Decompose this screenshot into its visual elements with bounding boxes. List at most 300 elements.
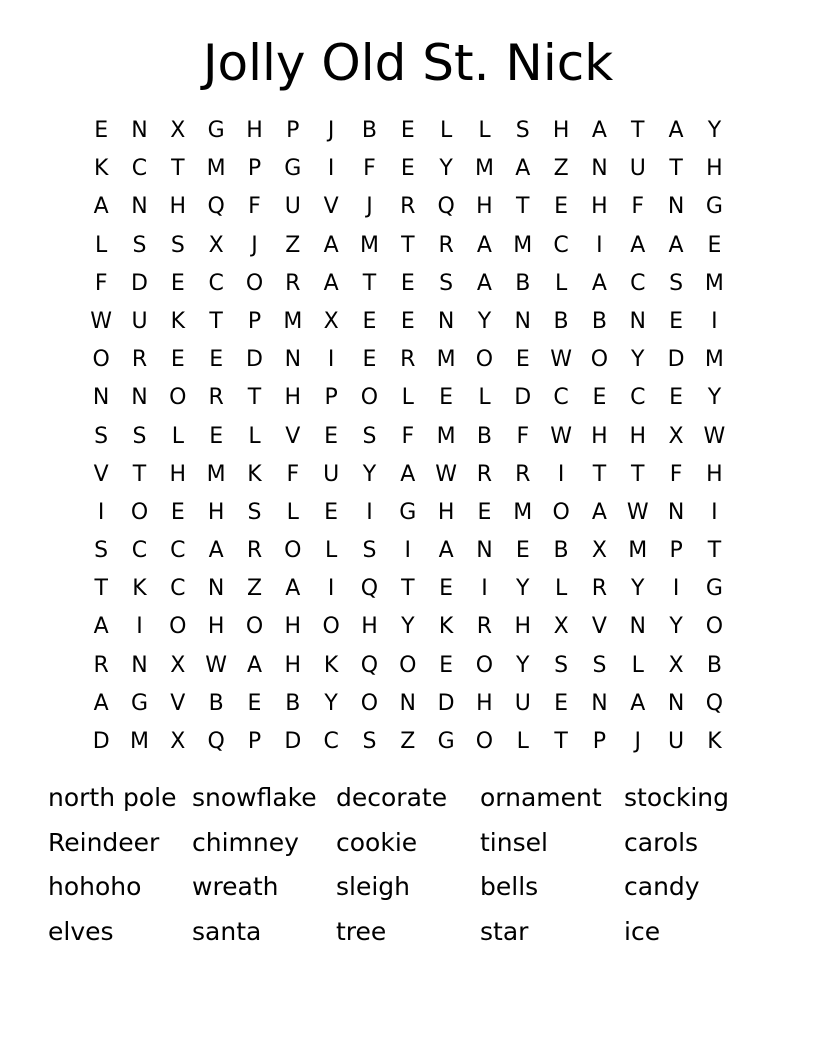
grid-letter[interactable]: S — [362, 538, 377, 564]
grid-letter[interactable]: S — [94, 423, 109, 449]
grid-letter[interactable]: O — [360, 385, 379, 411]
grid-letter[interactable]: W — [435, 461, 457, 487]
grid-letter[interactable]: T — [669, 156, 683, 182]
grid-letter[interactable]: R — [208, 385, 224, 411]
grid-letter[interactable]: S — [362, 729, 377, 754]
grid-letter[interactable]: S — [554, 652, 569, 678]
grid-letter[interactable]: E — [362, 308, 377, 334]
grid-letter[interactable]: H — [629, 423, 647, 449]
grid-letter[interactable]: S — [132, 232, 147, 258]
grid-letter[interactable]: L — [554, 270, 568, 296]
grid-letter[interactable]: Y — [516, 652, 530, 678]
grid-letter[interactable]: M — [283, 308, 303, 334]
grid-letter[interactable]: L — [171, 423, 184, 449]
grid-letter[interactable]: E — [439, 652, 454, 678]
grid-letter[interactable]: L — [95, 232, 108, 258]
grid-letter[interactable]: V — [323, 194, 339, 220]
grid-letter[interactable]: O — [245, 270, 264, 296]
grid-letter[interactable]: X — [170, 118, 186, 143]
grid-letter[interactable]: X — [668, 652, 684, 678]
grid-letter[interactable]: W — [626, 499, 649, 525]
grid-letter[interactable]: L — [286, 499, 299, 525]
grid-letter[interactable]: O — [590, 347, 609, 373]
grid-letter[interactable]: O — [245, 614, 264, 640]
grid-letter[interactable]: N — [667, 499, 685, 525]
grid-letter[interactable]: W — [550, 347, 572, 373]
grid-letter[interactable]: T — [247, 385, 262, 411]
grid-letter[interactable]: E — [669, 308, 684, 334]
grid-letter[interactable]: K — [132, 576, 147, 602]
grid-letter[interactable]: C — [208, 270, 224, 296]
grid-letter[interactable]: A — [668, 232, 684, 258]
grid-letter[interactable]: I — [136, 614, 143, 640]
grid-letter[interactable]: I — [672, 576, 680, 602]
grid-letter[interactable]: C — [131, 538, 148, 564]
grid-letter[interactable]: R — [476, 614, 493, 640]
grid-letter[interactable]: O — [169, 385, 187, 411]
grid-letter[interactable]: Y — [516, 576, 530, 602]
grid-letter[interactable]: H — [361, 614, 378, 640]
grid-row — [82, 150, 734, 188]
grid-letter[interactable]: A — [515, 156, 531, 182]
grid-letter[interactable]: C — [553, 232, 569, 258]
grid-letter[interactable]: S — [439, 270, 454, 296]
grid-letter[interactable]: N — [207, 576, 225, 602]
grid-letter[interactable]: I — [97, 499, 105, 525]
grid-letter[interactable]: O — [322, 614, 340, 640]
grid-letter[interactable]: I — [327, 156, 335, 182]
grid-letter[interactable]: A — [591, 270, 607, 296]
word-item: tree — [336, 917, 387, 947]
grid-letter[interactable]: T — [401, 232, 415, 258]
word-row — [48, 910, 768, 955]
grid-letter[interactable]: E — [439, 385, 454, 411]
grid-letter[interactable]: U — [323, 461, 340, 487]
grid-letter[interactable]: L — [401, 385, 414, 411]
grid-letter[interactable]: U — [668, 729, 685, 754]
grid-letter[interactable]: D — [131, 270, 148, 296]
grid-letter[interactable]: A — [93, 690, 109, 716]
grid-letter[interactable]: T — [362, 270, 377, 296]
grid-letter[interactable]: U — [629, 156, 646, 182]
grid-letter[interactable]: X — [553, 614, 569, 640]
grid-row — [82, 494, 734, 532]
grid-letter[interactable]: K — [707, 729, 722, 754]
grid-letter[interactable]: F — [631, 194, 645, 220]
grid-letter[interactable]: I — [327, 347, 335, 373]
grid-letter[interactable]: E — [170, 270, 185, 296]
grid-letter[interactable]: R — [400, 194, 416, 220]
grid-letter[interactable]: X — [668, 423, 684, 449]
grid-letter[interactable]: D — [667, 347, 685, 373]
grid-letter[interactable]: E — [592, 385, 607, 411]
grid-letter[interactable]: L — [478, 118, 491, 143]
grid-letter[interactable]: N — [131, 652, 148, 678]
grid-letter[interactable]: H — [476, 690, 493, 716]
grid-letter[interactable]: M — [130, 729, 149, 754]
grid-letter[interactable]: F — [286, 461, 300, 487]
grid-letter[interactable]: Y — [362, 461, 377, 487]
grid-letter[interactable]: X — [208, 232, 224, 258]
grid-letter[interactable]: G — [207, 118, 225, 143]
grid-letter[interactable]: O — [475, 652, 494, 678]
grid-letter[interactable]: I — [711, 499, 718, 525]
grid-letter[interactable]: Y — [439, 156, 453, 182]
grid-letter[interactable]: Y — [324, 690, 338, 716]
grid-letter[interactable]: O — [705, 614, 724, 640]
grid-letter[interactable]: E — [400, 308, 415, 334]
grid-letter[interactable]: D — [514, 385, 532, 411]
grid-letter[interactable]: A — [630, 232, 646, 258]
grid-letter[interactable]: N — [131, 385, 148, 411]
grid-letter[interactable]: P — [324, 385, 338, 411]
grid-letter[interactable]: D — [92, 729, 110, 754]
grid-letter[interactable]: U — [131, 308, 148, 334]
grid-letter[interactable]: R — [591, 576, 608, 602]
grid-letter[interactable]: Y — [631, 347, 645, 373]
grid-letter[interactable]: H — [591, 194, 608, 220]
grid-letter[interactable]: P — [247, 308, 262, 334]
grid-letter[interactable]: C — [630, 270, 646, 296]
grid-letter[interactable]: O — [284, 538, 302, 564]
grid-letter[interactable]: T — [171, 156, 185, 182]
grid-letter[interactable]: S — [669, 270, 684, 296]
grid-letter[interactable]: Y — [707, 118, 722, 143]
grid-letter[interactable]: M — [206, 461, 226, 487]
grid-letter[interactable]: L — [325, 538, 338, 564]
grid-letter[interactable]: P — [286, 118, 300, 143]
grid-letter[interactable]: T — [132, 461, 147, 487]
grid-letter[interactable]: E — [362, 347, 377, 373]
grid-letter[interactable]: N — [591, 690, 608, 716]
grid-letter[interactable]: N — [92, 385, 110, 411]
grid-letter[interactable]: N — [667, 194, 685, 220]
grid-letter[interactable]: O — [169, 614, 187, 640]
grid-letter[interactable]: N — [591, 156, 608, 182]
grid-letter[interactable]: A — [246, 652, 262, 678]
grid-letter[interactable]: E — [669, 385, 684, 411]
grid-letter[interactable]: X — [170, 729, 186, 754]
grid-letter[interactable]: Q — [207, 194, 225, 220]
grid-letter[interactable]: A — [630, 690, 646, 716]
grid-letter[interactable]: J — [366, 194, 373, 220]
grid-letter[interactable]: E — [324, 499, 339, 525]
grid-letter[interactable]: R — [515, 461, 531, 487]
grid-letter[interactable]: K — [170, 308, 186, 334]
grid-letter[interactable]: H — [207, 614, 225, 640]
grid-letter[interactable]: L — [631, 652, 644, 678]
grid-letter[interactable]: Y — [707, 385, 722, 411]
grid-letter[interactable]: Y — [401, 614, 415, 640]
grid-letter[interactable]: G — [284, 156, 302, 182]
grid-letter[interactable]: N — [399, 690, 417, 716]
grid-letter[interactable]: Y — [631, 576, 645, 602]
grid-letter[interactable]: H — [284, 652, 302, 678]
grid-row — [82, 303, 734, 341]
grid-letter[interactable]: E — [170, 347, 185, 373]
grid-letter[interactable]: F — [516, 423, 530, 449]
grid-letter[interactable]: R — [131, 347, 148, 373]
grid-letter[interactable]: E — [707, 232, 722, 258]
grid-letter[interactable]: R — [285, 270, 301, 296]
grid-letter[interactable]: N — [629, 614, 646, 640]
grid-letter[interactable]: B — [361, 118, 377, 143]
word-item: decorate — [336, 783, 448, 812]
grid-letter[interactable]: D — [284, 729, 302, 754]
grid-letter[interactable]: K — [93, 156, 109, 182]
grid-letter[interactable]: H — [476, 194, 493, 220]
grid-letter[interactable]: E — [209, 423, 224, 449]
grid-letter[interactable]: S — [247, 499, 262, 525]
grid-letter[interactable]: H — [437, 499, 455, 525]
grid-letter[interactable]: T — [631, 118, 645, 143]
grid-letter[interactable]: K — [438, 614, 454, 640]
grid-letter[interactable]: N — [131, 194, 148, 220]
grid-letter[interactable]: C — [323, 729, 339, 754]
grid-letter[interactable]: E — [515, 538, 530, 564]
grid-letter[interactable]: X — [323, 308, 339, 334]
grid-letter[interactable]: R — [476, 461, 493, 487]
grid-letter[interactable]: T — [94, 576, 108, 602]
grid-letter[interactable]: M — [704, 347, 724, 373]
grid-letter[interactable]: A — [93, 614, 109, 640]
grid-letter[interactable]: O — [399, 652, 417, 678]
grid-letter[interactable]: W — [90, 308, 113, 334]
word-item: elves — [48, 917, 114, 947]
grid-letter[interactable]: J — [634, 729, 641, 754]
grid-letter[interactable]: L — [478, 385, 491, 411]
grid-letter[interactable]: H — [706, 156, 723, 182]
grid-letter[interactable]: M — [513, 232, 533, 258]
grid-letter[interactable]: A — [438, 538, 454, 564]
grid-letter[interactable]: N — [131, 118, 148, 143]
grid-letter[interactable]: E — [515, 347, 530, 373]
grid-letter[interactable]: U — [284, 194, 301, 220]
grid-letter[interactable]: P — [247, 156, 262, 182]
grid-letter[interactable]: V — [591, 614, 607, 640]
grid-letter[interactable]: O — [552, 499, 570, 525]
grid-letter[interactable]: J — [251, 232, 258, 258]
grid-letter[interactable]: F — [363, 156, 376, 182]
grid-letter[interactable]: N — [514, 308, 531, 334]
grid-letter[interactable]: U — [514, 690, 531, 716]
grid-letter[interactable]: G — [399, 499, 417, 525]
grid-letter[interactable]: O — [92, 347, 110, 373]
grid-letter[interactable]: C — [131, 156, 148, 182]
grid-letter[interactable]: N — [629, 308, 646, 334]
grid-letter[interactable]: H — [207, 499, 225, 525]
grid-letter[interactable]: X — [170, 652, 186, 678]
grid-letter[interactable]: A — [476, 232, 492, 258]
grid-letter[interactable]: E — [554, 690, 569, 716]
grid-letter[interactable]: Z — [285, 232, 301, 258]
grid-letter[interactable]: Y — [669, 614, 683, 640]
grid-letter[interactable]: K — [247, 461, 262, 487]
grid-letter[interactable]: O — [475, 347, 494, 373]
grid-letter[interactable]: Q — [360, 652, 379, 678]
grid-letter[interactable]: P — [592, 729, 607, 754]
grid-letter[interactable]: T — [631, 461, 645, 487]
grid-letter[interactable]: M — [628, 538, 648, 564]
grid-letter[interactable]: Q — [705, 690, 724, 716]
grid-letter[interactable]: C — [170, 538, 186, 564]
grid-letter[interactable]: A — [93, 194, 109, 220]
grid-letter[interactable]: F — [401, 423, 415, 449]
grid-letter[interactable]: R — [246, 538, 263, 564]
grid-letter[interactable]: E — [477, 499, 492, 525]
grid-letter[interactable]: Z — [553, 156, 569, 182]
grid-letter[interactable]: N — [437, 308, 455, 334]
grid-letter[interactable]: A — [323, 270, 339, 296]
grid-letter[interactable]: H — [591, 423, 608, 449]
grid-letter[interactable]: V — [170, 690, 186, 716]
grid-letter[interactable]: H — [514, 614, 532, 640]
grid-letter[interactable]: A — [591, 118, 607, 143]
grid-letter[interactable]: N — [284, 347, 302, 373]
grid-letter[interactable]: C — [630, 385, 646, 411]
grid-letter[interactable]: R — [400, 347, 416, 373]
grid-letter[interactable]: E — [554, 194, 569, 220]
grid-letter[interactable]: I — [366, 499, 373, 525]
grid-letter[interactable]: J — [327, 118, 335, 143]
grid-letter[interactable]: X — [591, 538, 607, 564]
grid-letter[interactable]: M — [436, 347, 456, 373]
grid-letter[interactable]: E — [400, 156, 415, 182]
grid-letter[interactable]: O — [475, 729, 494, 754]
grid-letter[interactable]: L — [439, 118, 453, 143]
grid-letter[interactable]: B — [553, 538, 569, 564]
grid-letter[interactable]: M — [474, 156, 494, 182]
grid-letter[interactable]: F — [669, 461, 683, 487]
grid-letter[interactable]: A — [476, 270, 492, 296]
grid-letter[interactable]: A — [285, 576, 301, 602]
grid-letter[interactable]: S — [132, 423, 147, 449]
grid-letter[interactable]: T — [401, 576, 415, 602]
grid-letter[interactable]: Z — [400, 729, 416, 754]
grid-letter[interactable]: O — [360, 690, 379, 716]
grid-letter[interactable]: B — [591, 308, 607, 334]
grid-letter[interactable]: S — [170, 232, 185, 258]
grid-letter[interactable]: T — [516, 194, 530, 220]
grid-letter[interactable]: G — [705, 194, 723, 220]
grid-letter[interactable]: P — [669, 538, 683, 564]
grid-letter[interactable]: Q — [207, 729, 225, 754]
puzzle-title: Jolly Old St. Nick — [202, 34, 614, 92]
grid-letter[interactable]: I — [557, 461, 565, 487]
grid-letter[interactable]: E — [170, 499, 185, 525]
grid-letter[interactable]: S — [94, 538, 109, 564]
grid-letter[interactable]: E — [439, 576, 454, 602]
grid-letter[interactable]: N — [667, 690, 685, 716]
grid-letter[interactable]: A — [323, 232, 339, 258]
grid-letter[interactable]: K — [323, 652, 339, 678]
grid-letter[interactable]: V — [285, 423, 301, 449]
grid-letter[interactable]: D — [246, 347, 263, 373]
grid-letter[interactable]: M — [436, 423, 456, 449]
grid-letter[interactable]: P — [247, 729, 262, 754]
grid-letter[interactable]: Q — [437, 194, 455, 220]
grid-letter[interactable]: B — [515, 270, 531, 296]
grid-letter[interactable]: Y — [477, 308, 492, 334]
grid-letter[interactable]: M — [513, 499, 533, 525]
grid-letter[interactable]: M — [704, 270, 724, 296]
grid-letter[interactable]: R — [93, 652, 109, 678]
grid-letter[interactable]: M — [206, 156, 226, 182]
grid-letter[interactable]: H — [169, 461, 187, 487]
grid-letter[interactable]: E — [324, 423, 339, 449]
grid-letter[interactable]: G — [437, 729, 455, 754]
grid-letter[interactable]: E — [209, 347, 224, 373]
grid-letter[interactable]: B — [285, 690, 301, 716]
grid-letter[interactable]: G — [705, 576, 723, 602]
grid-letter[interactable]: I — [596, 232, 603, 258]
grid-letter[interactable]: Q — [360, 576, 379, 602]
grid-letter[interactable]: E — [94, 118, 109, 143]
grid-letter[interactable]: H — [284, 385, 302, 411]
grid-letter[interactable]: G — [130, 690, 149, 716]
grid-letter[interactable]: B — [208, 690, 224, 716]
grid-letter[interactable]: W — [205, 652, 228, 678]
grid-letter[interactable]: B — [553, 308, 569, 334]
letter-grid — [82, 112, 734, 760]
grid-letter[interactable]: H — [706, 461, 723, 487]
grid-letter[interactable]: I — [481, 576, 488, 602]
grid-letter[interactable]: H — [246, 118, 263, 143]
grid-letter[interactable]: W — [703, 423, 726, 449]
grid-letter[interactable]: F — [94, 270, 108, 296]
grid-letter[interactable]: B — [476, 423, 492, 449]
grid-letter[interactable]: W — [550, 423, 572, 449]
grid-letter[interactable]: T — [707, 538, 722, 564]
grid-letter[interactable]: N — [476, 538, 493, 564]
grid-letter[interactable]: M — [359, 232, 379, 258]
grid-row — [82, 723, 734, 761]
grid-letter[interactable]: A — [668, 118, 684, 143]
grid-letter[interactable]: E — [247, 690, 262, 716]
grid-letter[interactable]: F — [248, 194, 261, 220]
grid-letter[interactable]: T — [554, 729, 568, 754]
grid-letter[interactable]: A — [591, 499, 607, 525]
grid-letter[interactable]: I — [327, 576, 335, 602]
grid-letter[interactable]: L — [554, 576, 568, 602]
grid-letter[interactable]: T — [592, 461, 607, 487]
grid-letter[interactable]: C — [170, 576, 186, 602]
grid-letter[interactable]: A — [208, 538, 224, 564]
grid-letter[interactable]: V — [93, 461, 109, 487]
grid-letter[interactable]: O — [130, 499, 149, 525]
grid-letter[interactable]: E — [400, 118, 415, 143]
grid-letter[interactable]: S — [362, 423, 377, 449]
grid-letter[interactable]: C — [553, 385, 569, 411]
grid-letter[interactable]: I — [404, 538, 412, 564]
grid-letter[interactable]: S — [515, 118, 530, 143]
grid-letter[interactable]: L — [516, 729, 529, 754]
grid-letter[interactable]: T — [209, 308, 223, 334]
grid-letter[interactable]: I — [711, 308, 718, 334]
grid-letter[interactable]: D — [437, 690, 455, 716]
grid-letter[interactable]: B — [706, 652, 722, 678]
grid-letter[interactable]: E — [400, 270, 415, 296]
grid-letter[interactable]: H — [552, 118, 570, 143]
grid-letter[interactable]: R — [438, 232, 454, 258]
grid-letter[interactable]: Z — [246, 576, 263, 602]
grid-letter[interactable]: H — [284, 614, 302, 640]
grid-letter[interactable]: A — [400, 461, 416, 487]
grid-letter[interactable]: S — [592, 652, 607, 678]
word-item: chimney — [192, 827, 299, 857]
grid-letter[interactable]: L — [248, 423, 261, 449]
grid-letter[interactable]: H — [169, 194, 187, 220]
